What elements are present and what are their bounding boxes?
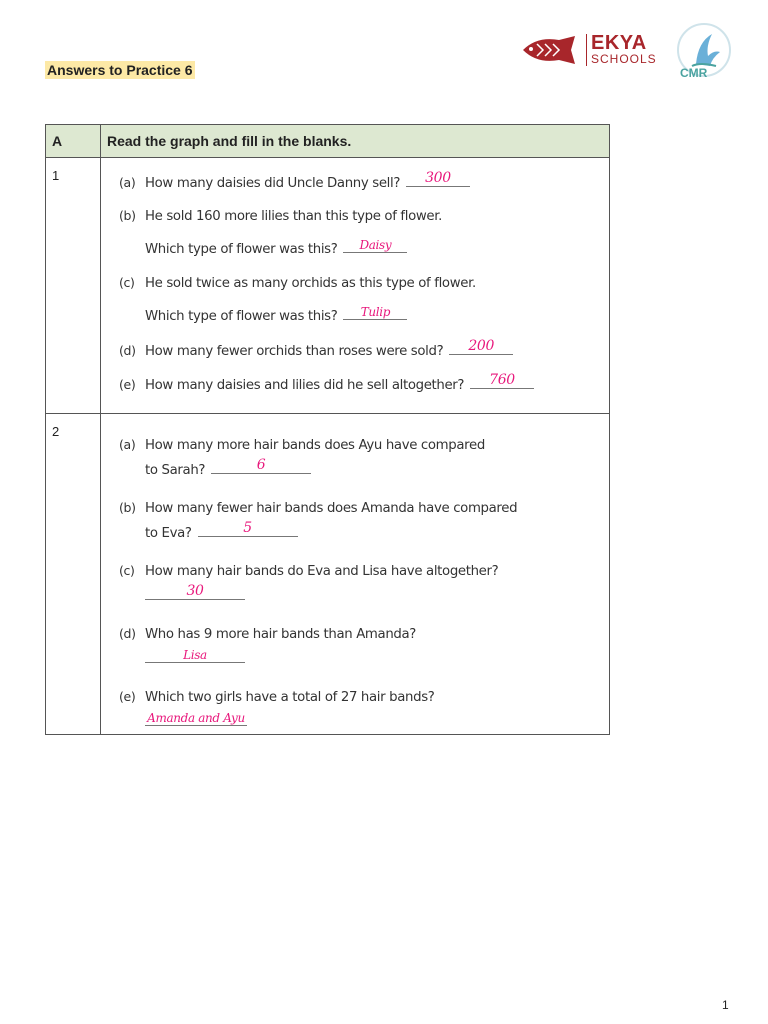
page-number: 1 — [722, 998, 729, 1012]
answer-blank — [343, 236, 407, 253]
question-2d: (d) Who has 9 more hair bands than Amanda? — [119, 626, 417, 642]
answer-1e: 760 — [489, 372, 515, 388]
answer-blank — [449, 338, 513, 355]
question-1c: (c) He sold twice as many orchids as this type of flower. — [119, 275, 476, 291]
answer-blank — [145, 646, 245, 663]
question-2b: (b) How many fewer hair bands does Amanda have compared — [119, 500, 518, 516]
question-number: 2 — [46, 414, 101, 735]
answer-1d: 200 — [468, 338, 495, 354]
answer-blank — [145, 583, 245, 600]
table-header-row — [46, 125, 610, 158]
ekya-name: EKYA — [591, 32, 647, 54]
question-1e: (e) How many daisies and lilies did he sell altogether? 760 — [119, 372, 609, 397]
answer-2c: 30 — [186, 583, 204, 599]
answer-2a: 6 — [256, 457, 266, 473]
instruction: Read the graph and fill in the blanks. — [101, 125, 610, 158]
ekya-subtitle: SCHOOLS — [591, 52, 657, 66]
ekya-schools-logo — [517, 30, 657, 74]
question-2a: (a) How many more hair bands does Ayu have compared — [119, 437, 485, 453]
question-1d: (d) How many fewer orchids than roses were sold? 200 — [119, 338, 609, 363]
fish-icon — [517, 30, 585, 70]
question-2e: (e) Which two girls have a total of 27 hair bands? — [119, 689, 435, 705]
answer-2b: 5 — [243, 520, 252, 536]
question-number: 1 — [46, 158, 101, 414]
answer-1c: Tulip — [360, 305, 391, 319]
question-2c: (c) How many hair bands do Eva and Lisa have altogether? — [119, 563, 499, 579]
answer-1b: Daisy — [359, 238, 392, 252]
cmr-label: CMR — [680, 66, 708, 80]
answer-blank — [211, 457, 311, 474]
question-1a: (a) How many daisies did Uncle Danny sell? 300 — [119, 170, 609, 195]
question-row-2: 2 (a) How many more hair bands does Ayu have compared to Sarah? 6 (b) How many fewer hair bands does Amanda have compared to Eva? 5 (c) How many hair bands do Eva and Lisa have altogether? 30 (d) Who has 9 more hair bands than Amanda? Lisa (e) Which two girls have a total of 27 hair bands? Amanda and Ayu — [46, 414, 610, 735]
answer-2d: Lisa — [183, 648, 207, 662]
answer-blank — [406, 170, 470, 187]
section-label: A — [46, 125, 101, 158]
answers-table — [45, 124, 610, 735]
answer-blank — [145, 709, 247, 726]
page-title: Answers to Practice 6 — [47, 62, 193, 78]
question-row-1: 1 (a) How many daisies did Uncle Danny sell? 300 (b) He sold 160 more lilies than this type of flower. Which type of flower was this? Daisy (c) He sold twice as many orchids as this type of flower. Which type of flower was this? Tulip (d) How many fewer orchids than roses were sold? 200 (e) How many daisies and lilies did he sell altogether? 760 — [46, 158, 610, 414]
answer-2e: Amanda and Ayu — [147, 711, 245, 725]
question-1b: (b) He sold 160 more lilies than this type of flower. — [119, 208, 443, 224]
answer-blank — [470, 372, 534, 389]
answer-blank — [198, 520, 298, 537]
answer-blank — [343, 303, 407, 320]
answer-1a: 300 — [425, 170, 451, 186]
